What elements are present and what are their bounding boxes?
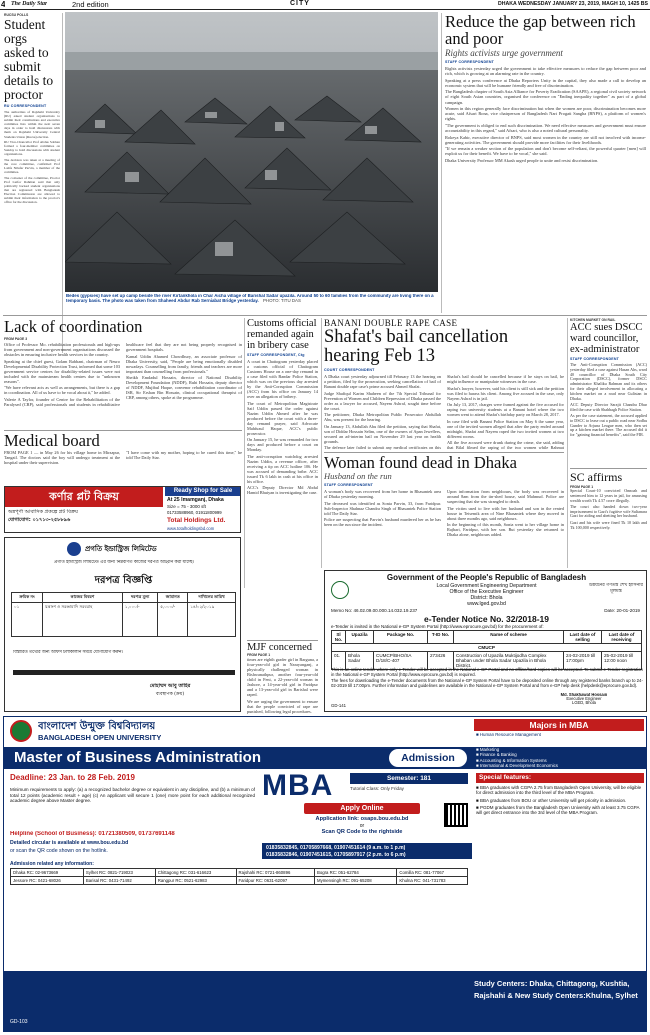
helpline: Helpline (School of Business): 01721380509, 01737691148 [10, 831, 175, 837]
table-cell: 01. [332, 652, 346, 670]
paragraph: On January 13, Abdullah Abu filed the petition, saying that Shafat, son of Diddar Hossain Selim, one of the owners of Apan Jewellers, secured an ad-interim bail on November 29 last year on health grounds. [324, 423, 441, 444]
story-headline: ACC sues DSCC ward councillor, ex-administrator [570, 322, 643, 355]
scan-note: Scan QR Code to the rightside [321, 829, 403, 835]
story-coordination [4, 318, 242, 428]
paragraph: On January 15, he was remanded for two days and produced before a court on Monday. [247, 437, 318, 452]
study-centers-line: Study Centers: Dhaka, Chittagong, Kushtia, [474, 979, 630, 988]
paragraph: The Bangladesh chapter of South Asia Alliance for Poverty Eradication (SAAPE), a regional civil society network of eight South Asian countries, organised the conference on "Ending inequality together" as part of a global campaign. [445, 89, 646, 105]
column-divider [441, 13, 442, 313]
program-title: Master of Business Administration [14, 749, 261, 766]
paragraph: We are urging the government to ensure that the people convicted of rape are punished, following legal procedures. [247, 698, 318, 714]
regional-cell: Jessore RC: 0421-68026 [11, 877, 84, 885]
paragraph: Dhaka University Professor MM Akash urged people to unite and resist discrimination. [445, 158, 599, 163]
ad-website: www.totalholdingsbd.com [167, 526, 215, 531]
ad-note: The fees for downloading the e-Tender documents from the National e-GP System Portal have to be deposited online through any registered banks branch up to 24-02-2019 till 17:00pm. Further information and guidelines are available in the National e-GP System Portal and from e-GP help desk (helpdesk@eprocure.gov.bd). [331, 678, 643, 688]
story-headline: Reduce the gap between rich and poor [445, 13, 636, 48]
bou-header [4, 717, 647, 747]
features-list [476, 785, 644, 815]
table-cell: Construction of Upazila Muktijodha Complex Bhaban under Bhola Sadar Upazila in Bhola District. [454, 652, 564, 670]
paragraph: Rights activists yesterday urged the government to take effective measures to reduce the gap between poor and rich, which is growing at an alarming rate in the country. [445, 66, 646, 77]
ad-company: Total Holdings Ltd. [167, 517, 226, 524]
paragraph: Rokeya Kabir, executive director of BNPS, said most women in the country are still not involved with income-generating activities. The government should provide more facilities for their livelihoods. [445, 134, 646, 145]
paragraph: The court also handed down two-year imprisonment to Gazi's fugitive wife Sultanara Gazi for aiding and abetting her husband. [570, 503, 647, 519]
ad-tender-bn [4, 537, 241, 712]
paragraph: Shafat's lawyer, however, said his client is still sick and the petition was filed to harass his client. Among five accused in the case, only Nayem Ashraf is in jail. [447, 385, 564, 401]
ad-banner: কর্ণার প্লট বিক্রয় [5, 487, 163, 507]
mba-big: MBA [262, 769, 334, 802]
paragraph: Kamal Uddin Ahamed Chowdhury, an associate professor of Dhaka University, said, "People are being emotionally disabled nowadays. Counselling from family, friends and teachers are more important than counselling from professionals." [126, 353, 242, 374]
regional-centers [10, 861, 468, 885]
paragraph: "I have come with my mother, hoping to be cured this time," he told The Daily Star. [126, 450, 242, 460]
column-header: দরপত্র মূল্য [122, 593, 157, 603]
bou-body [4, 769, 647, 971]
bou-name-en: BANGLADESH OPEN UNIVERSITY [38, 733, 162, 742]
story-byline: STAFF CORRESPONDENT [570, 357, 620, 361]
or-label: or [359, 823, 365, 829]
paragraph: times are eighth grader girl in Barguna, a four-year-old girl in Narayanganj, a physically challenged woman in Bishwanathpur, another four-year-old child in Feni, a 22-year-old woman in Jashore, a 14-year-old girl in Faridpur and a 13-year-old girl in Barishal were raped. [247, 657, 318, 697]
column-divider [321, 318, 322, 568]
story-shafat [324, 318, 564, 450]
regional-cell: Mymensingh RC: 091-65208 [314, 877, 396, 885]
paper-name: The Daily Star [11, 1, 48, 7]
major-item: ■ Marketing [476, 747, 500, 752]
ad-ready-size: Size = 75 - 3000 sft [167, 504, 206, 509]
story-bribery [247, 318, 318, 638]
paragraph: Gazi and his wife were fined Tk 10 lakh and Tk 100,000 respectively. [570, 519, 647, 530]
apply-online[interactable]: Apply Online [304, 803, 420, 814]
column-header: দাখিলের তারিখ [188, 593, 236, 603]
feature-item: ■ PGDM graduates from the Bangladesh Open University with at least 3.75 CGPA will get direct entrance into the 3rd level of the MBA Program. [476, 804, 640, 816]
story-body [247, 359, 318, 495]
story-proctor [4, 13, 60, 363]
story-subhead: Husband on the run [324, 471, 392, 481]
major-item: ■ International & Development Economics [476, 762, 558, 768]
regional-cell: Comilla RC: 081-77067 [397, 869, 468, 877]
majors-title: Majors in MBA [474, 719, 644, 731]
ad-website[interactable]: www.lged.gov.bd [467, 601, 506, 607]
story-headline: Shafat's bail cancellation hearing Feb 13 [324, 327, 509, 366]
paragraph: Speaking at a press conference at Dhaka Reporters Unity in the capital, they also made a call to develop an economic system that will be humane friendly and free of discrimination. [445, 77, 646, 88]
story-divider [4, 430, 242, 431]
admission-badge: Admission [389, 749, 467, 767]
table-cell: CUMCP/BHO/SA D/18/C-407 [374, 652, 428, 670]
ad-phone: যোগাযোগ: ০১৭১৩-২৫৮৮৯৬ [8, 517, 71, 523]
company-logo [67, 542, 81, 556]
regional-cell: Barisal RC: 0431-71492 [83, 877, 155, 885]
story-byline: STAFF CORRESPONDENT, Ctg [247, 353, 305, 357]
ad-notice-title: e-Tender Notice No. 32/2018-19 [423, 614, 550, 624]
sign-office: LGED, Bhola [572, 700, 596, 706]
camp-photo-illustration [65, 12, 438, 292]
paragraph: The Anti-Corruption Commission (ACC) yesterday filed a case against Hasan Ahs, ward 40 councillor of Dhaka South City Corporation (DSCC), former DSCC administrator Khaliku Rahman and its others for their alleged involvement in allocating a kitchen market on a road near Gulistan in Dhaka. [570, 362, 647, 401]
column-divider [567, 318, 568, 568]
ad-district: District: Bhola [470, 595, 503, 601]
ad-office: Office of the Executive Engineer [449, 589, 524, 595]
paragraph: "We have relevant acts as well as arrangements, but there is a gap in coordination. All of us have to be vocal about it," he added. [4, 385, 120, 395]
program-banner [4, 747, 647, 769]
table-section-row [332, 644, 642, 652]
paragraph: "The government is obliged to end such discrimination. We need effective measures and government must ensure accountability in this regard," said Afsari, who is also a noted cultural personality. [445, 122, 646, 134]
feature-item: ■ BBA graduates with CGPA 2.75 from Bangladesh Open University, will be eligible for direct admission into the third level of the MBA Program. [476, 785, 642, 796]
paragraph: A Dhaka court yesterday adjourned till February 13 the hearing on a petition, filed by the prosecution, seeking cancellation of bail of Banani double rape case's prime accused Ahmed Shafat. [324, 374, 441, 389]
regional-cell: Rajshahi RC: 0721-860896 [236, 869, 314, 877]
ad-date: Date: 20-01-2019 [604, 608, 640, 613]
phone-line: 01835832846, 01907451615, 01705897917 (2 p.m. to 6 p.m) [266, 852, 406, 858]
column-header: Package No. [374, 631, 428, 644]
story-headline: Student orgs asked to submit details to proctor [4, 17, 54, 102]
story-kicker: FROM PAGE 3 [4, 337, 28, 341]
paragraph: The convener of the committee, Proctor Prof Lutfor Rahman said that only politically backed student organisations that are registered with Bangladesh Election Commission are allowed to submit their information to the proctor's office for the discussion. [4, 175, 60, 205]
table-cell: 25-02-2019 till 12:00 noon [602, 652, 642, 670]
regional-cell: Sylhet RC: 0821-719023 [83, 869, 155, 877]
major-item: ■ Human Resource Management [476, 732, 541, 737]
ad-notice-bar [13, 670, 235, 675]
paragraph: The deceased was identified as Sonia Parvin, 33, from Faridpur. Sub-Inspector Shahnaz Chandra Singh of Bhasantek Police Station told The Daily Star. [324, 500, 441, 516]
paragraph: Speaking at the chief guest, Golam Rabbani, chairman of Neuro Developmental Disability Protection Trust, informed that some 103 government service centres for disability-related issues were not included with the mainstream health centres due to "unknown reasons". [4, 358, 121, 384]
paragraph: The defence later failed to submit any medical certificates on this Shafat's bail should be cancelled because if he stays on bail, he might influence or manipulate witnesses in the case. [324, 374, 564, 450]
story-divider [324, 452, 564, 453]
table-cell: ০১ [12, 603, 43, 637]
column-header: Upazila [346, 631, 374, 644]
qr-code-icon[interactable] [444, 803, 468, 827]
paragraph: ACC's Deputy Director Md Abdul Hamid Bhuiyan is investigating the case. [247, 485, 318, 495]
ad-division: Local Government Engineering Department [436, 583, 537, 589]
column-header: Sl No. [332, 631, 346, 644]
page-number: 4 [1, 0, 6, 9]
table-cell: ১৪/০২/২০১৯ [188, 603, 236, 637]
column-header: কাজের বিবরণ [43, 593, 123, 603]
story-body [324, 374, 564, 450]
ad-designation: ব্যবস্থাপক (ক্রয়) [155, 692, 185, 697]
table-row [11, 869, 468, 877]
ad-ready-address: At 25 Imamganj, Dhaka [167, 497, 224, 503]
ad-slogan: উন্নয়নের গণতন্ত্র শেখ হাসিনার মূলমন্ত্র [589, 583, 643, 594]
paragraph: ACC Deputy Director Sarajit Chandra Dhar filed the case with Shahbagh Police Station. [570, 401, 647, 412]
sign-name: Md. Shakhawat Hossain [560, 693, 608, 697]
apply-url[interactable]: Application link: osaps.bou.edu.bd [315, 816, 409, 822]
column-header: ক্রমিক নং [12, 593, 43, 603]
column-header: জামানত [158, 593, 188, 603]
story-body [4, 110, 60, 205]
column-divider [244, 318, 245, 588]
tutorial: Tutorial Class: Only Friday [350, 786, 404, 791]
story-sc [570, 468, 647, 564]
section-divider [3, 315, 647, 316]
story-body [570, 363, 647, 438]
table-row [11, 877, 468, 885]
ad-memo: Memo No: 46.02.09.00.000.14.032.19.237 [331, 608, 418, 613]
deadline: Deadline: 23 Jan. to 28 Feb. 2019 [10, 773, 135, 782]
table-header-row [12, 593, 236, 603]
column-header: Last date of selling [564, 631, 602, 644]
story-byline: STAFF CORRESPONDENT [445, 60, 495, 64]
ad-tender-en [324, 570, 647, 712]
paragraph: The decision was taken at a meeting of the core committee, confirmed Prof Latifa Nilufar Parvin, a member of the committee. [4, 158, 60, 175]
table-row [12, 603, 236, 637]
paragraph: Judge Shafiqul Karim Shaheen of the 7th Special Tribunal for Prevention of Women and Children Repression of Dhaka passed the order as a lawyer for accused, Nayem Ashraf, sought time before the court. [324, 390, 441, 411]
ad-title: দরপত্র বিজ্ঞপ্তি [94, 575, 153, 586]
table-cell: 24-02-2019 till 17:00pm [564, 652, 602, 670]
paragraph: FROM PAGE 1 — in May 26 for his village home in Mirzapur, Tangail. The doctors said the boy will undergo treatment at the hospital under their supervision. [4, 450, 120, 465]
semester: Semester: 181 [350, 773, 468, 784]
story-kicker: BANANI DOUBLE RAPE CASE [324, 318, 458, 328]
paragraph: On July 13, 2017, charges were framed against the five accused for raping two university students at a Banani hotel where the two women went to attend Shafat's birthday party on March 28, 2017. [447, 402, 564, 417]
paragraph: Office of Professor Mo. rehabilitation professionals and high-ups from government and non-government organisations discussed the obstacles in ensuring inclusive health services in the country. [4, 342, 120, 357]
paragraph: All the five accused were drunk during the crime, she said, adding that Bilal filmed the raping of the two women while Rahmat [447, 440, 564, 450]
regional-cell: Chittagong RC: 031-616623 [155, 869, 236, 877]
news-photo [65, 12, 438, 292]
story-acc [570, 318, 647, 466]
lged-logo [331, 581, 349, 599]
phone-line: 01835832845, 01705897668, 01907451614 (9 a.m. to 1 p.m) [266, 845, 406, 851]
story-headline: MJF concerned [247, 642, 313, 653]
ad-ready-phone: 01733588960, 01911800999 [167, 510, 222, 515]
ad-org: প্রগতি ইন্ডাস্ট্রিজ লিমিটেড [85, 545, 157, 553]
photo-credit: PHOTO: TITU DAS [262, 297, 301, 303]
major-item: ■ Finance & Banking [476, 752, 517, 758]
story-body [324, 489, 564, 551]
table-cell: Bhola Sadar [346, 652, 374, 670]
story-body [570, 489, 647, 530]
major-item: ■ Accounting & Information Systems [476, 757, 547, 763]
story-headline: Customs official remanded again in bribery case [247, 318, 317, 351]
story-woman [324, 452, 564, 562]
bou-logo [10, 720, 32, 742]
qr-note: or scan the QR code shown on the hotlink. [10, 848, 108, 854]
story-kicker: KITCHEN MARKET ON RAIL [570, 318, 616, 322]
paragraph: Women in this region generally face discrimination but when the women are poor, discrimination becomes more acute, said Afsari Rona, vice chairperson of Bangladesh Nari Progati Sangha (BNPS), a platform of women's rights. [445, 106, 646, 122]
ad-signatory: মোহাম্মদ আবু তাহির [149, 683, 191, 689]
bou-name-bn: বাংলাদেশ উন্মুক্ত বিশ্ববিদ্যালয় [38, 721, 156, 732]
ad-gov: Government of the People's Republic of Bangladesh [386, 573, 587, 582]
story-body [4, 342, 242, 428]
paragraph: RU Vice-Chancellor Prof Abdus Sobhan formed a four-member committee on Sunday to hold discussions with student organisations. [4, 140, 60, 157]
ad-invite: e-Tender is invited in the National e-GP System Portal (http://www.eprocure.gov.bd) for the procurement of: [331, 624, 544, 629]
ad-table [11, 592, 236, 637]
story-byline: STAFF CORRESPONDENT [324, 483, 374, 487]
story-kicker: FROM PAGE 1 [247, 653, 271, 657]
detailed-circular: Detailed circular is available at www.bou.edu.bd [10, 840, 129, 846]
story-body [445, 66, 646, 163]
regional-cell: Bogra RC: 051-62784 [314, 869, 396, 877]
paragraph: The anti-corruption watchdog arrested Nazim Uddin, a revenue officer, after receiving a tip on ACC hotline 106. He was accused of demanding bribe. ACC issued Tk 6 lakh in cash at his office in his office. [247, 453, 318, 484]
story-headline: SC affirms [570, 470, 623, 484]
ad-footnote: বিস্তারিত তথ্যের জন্য অফিস চলাকালীন সময়ে যোগাযোগ করুন। [13, 650, 123, 655]
majors-list [476, 732, 644, 737]
table-cell: যন্ত্রাংশ ও সরঞ্জামাদি সরবরাহ [43, 603, 123, 637]
paragraph: The court of Metropolitan Magistrate Saif Uddin passed the order against Nazim Uddin Ahmed after he was produced before the court with a three-day remand prayer, said Advocate Mahfuzul Haque, ACC's public prosecutor. [247, 400, 318, 436]
story-divider [570, 468, 647, 469]
section-label: CITY [290, 0, 310, 7]
story-headline: Lack of coordination [4, 318, 143, 336]
story-headline: Medical board [4, 431, 100, 450]
paragraph: The authorities of Rajshahi University (RU) asked student organisations to submit their constitutions and executive committee lists within the next seven days in order to hold discussions with them on Rajshahi University Central Students Union (Rucsu) election. [4, 110, 60, 139]
story-kicker: RUCSU POLLS [4, 13, 29, 17]
story-byline: RU CORRESPONDENT [4, 104, 47, 108]
paragraph: Upon information from neighbours, the body was recovered in around 8am from the tin-shed house, said Mahmud. Police are suspecting that she was strangled to death. [447, 489, 564, 504]
paragraph: Special Court-10 convicted Onnoah and sentenced him to 12 years in jail, for amassing wealth worth Tk 4.57 crore illegally. [570, 488, 647, 503]
story-headline: Woman found dead in Dhaka [324, 453, 517, 472]
paragraph: "If we remain a weaker section of the population and don't become self-reliant, the powerful quarter [men] will exploit us for their benefit. We have to be vocal," she said. [445, 146, 646, 157]
table-cell: 273426 [428, 652, 454, 670]
paragraph: A court in Chattogram yesterday placed a customs official of Chattogram Customs House on a one-day remand in a case filed with Bandar Police Station, which was on the previous day arrested by the Anti-Corruption Commission (ACC) from his office on January 14 over an allegation of bribery. [247, 359, 318, 399]
minimum-req: Minimum requirements to apply: (a) a recognized bachelor degree or equivalent in any discipline, and (b) a minimum of total 12 points (academic result + age) (c) An applicant will secure 1 (one) more point for each additional recognized academic degree above Master degree. [10, 787, 255, 804]
column-divider [62, 13, 63, 353]
sign-title: Executive Engineer [566, 696, 602, 702]
ad-ref: GD-141 [331, 703, 347, 708]
table-cell: ৫,০০০/- [158, 603, 188, 637]
edition-label: 2nd edition [72, 0, 109, 9]
ad-bou-mba [3, 716, 647, 1032]
ad-ref: GD-103 [10, 1019, 28, 1025]
ad-plot-sale [4, 486, 241, 533]
story-byline: COURT CORRESPONDENT [324, 368, 375, 372]
photo-caption-text: Bedes (gypsies) have set up camp beside the river Kirtankhola in Char Aicha village of Barishal Sadar upazila. Around 50 to 60 families from the community are living there on a temporary basis. The photo was taken from Shaheed Abdur Rab Serniabat Bridge yesterday. [66, 294, 434, 303]
study-centers-bar [4, 971, 647, 1032]
paragraph: In case filed with Banani Police Station on May 6 the same year, one of the invited women alleged that after the party ended around midnight, Shafat and Nayem raped the two invited women at two different rooms. [447, 418, 564, 439]
regional-cell: Khulna RC: 041-731783 [397, 877, 468, 885]
paragraph: Sheikh Emdadul Hossain, director of National Disability Development Foundation (NDDF), Ruhi Hossain, deputy director of NDDF, Mujibul Haque, convenor rehabilitation coordinator of ISR, Sir Ershan Bin Hossain, clinical occupational therapist of CRP, among others, spoke at the programme. [126, 375, 242, 400]
ad-ready-title: Ready Shop for Sale [165, 487, 241, 496]
study-centers-line: Rajshahi & New Study Centers:Khulna, Sylhet [474, 991, 638, 1000]
ad-intro: প্রগতি ইন্ডাস্ট্রিজ লিমিটেড এর জন্য নিম্নবর্ণিত কাজের দরপত্র আহ্বান করা যাচ্ছে। [54, 560, 194, 565]
story-subhead: Rights activists urge government [445, 48, 563, 58]
story-divider [247, 640, 318, 641]
feature-item: ■ BBA graduates from BOU or other University will get priority in admission. [476, 797, 627, 803]
paragraph: As per the case statement, the accused applied to DSCC to lease out a public road near Sodhu Gunder to Arjuna League men, who then set up a kitchen market there. The accused did it for "gaining financial benefits", said the FIR. [570, 412, 647, 438]
paragraph: The petitioner, Dhaka Metropolitan Public Prosecutor Abdullah Abu, was present for the hearing. [324, 412, 441, 422]
features-title: Special features: [476, 773, 644, 783]
column-header: Last date of receiving [602, 631, 642, 644]
paragraph: The victim used to live with her husband and son in the rented house in Teisemik area of Nine Bhasantek where they moved in about three months ago, said neighbours. [447, 505, 564, 521]
column-header: T-ID No. [428, 631, 454, 644]
ad-detail: অন্নপূর্ণা আবাসিক প্রকল্পে প্লট বিক্রয় [8, 509, 78, 515]
ad-signature-block [525, 693, 643, 705]
phones-bar [262, 843, 472, 859]
regional-cell: Faridpur RC: 0631-62097 [236, 877, 314, 885]
paragraph: A woman's body was recovered from her home in Bhasantek area of Dhaka yesterday morning. [324, 489, 441, 499]
story-kicker: FROM PAGE 1 [570, 485, 594, 489]
table-cell: ১,০০০/- [122, 603, 157, 637]
regional-title: Admission related any information: [10, 861, 94, 867]
ad-note: This is an online tender where only e-Tender will be accepted in the National e-GP Portal and no offline/hard copies will be accepted. To submit e-Tender registration in the National e-GP System Portal (http://www.eprocure.gov.bd) is required. [331, 667, 643, 677]
regional-cell: Dhaka RC: 02-9673669 [11, 869, 84, 877]
regional-cell: Rangpur RC: 0521-62983 [155, 877, 236, 885]
photo-caption [66, 294, 436, 308]
masthead [0, 0, 650, 10]
story-body [4, 450, 242, 478]
story-gap [445, 13, 646, 313]
paragraph: In the beginning of this month, Sonia went to her village home in Rajbari, Faridpur, with her son. But yesterday she returned to Dhaka alone, neighbours added. [447, 522, 564, 537]
story-medical-board [4, 430, 242, 480]
table-header-row [332, 631, 642, 644]
dateline: DHAKA WEDNESDAY JANUARY 23, 2019, MAGH 10, 1425 BS [497, 1, 648, 7]
column-header: Name of scheme [454, 631, 564, 644]
majors-list-rest [476, 747, 644, 768]
paragraph: Police are suspecting that Parvin's husband murdered her as he has been on the run since the incident. [324, 517, 441, 527]
ad-table [331, 630, 642, 670]
paragraph: Valerie A Taylor, founder of Centre for the Rehabilitation of the Paralysed (CRP), said professionals and students in rehabilitative healthcare feel that they are not being properly recognised in government hospitals. [4, 342, 242, 407]
table-section-label: CMUCP [332, 644, 642, 652]
